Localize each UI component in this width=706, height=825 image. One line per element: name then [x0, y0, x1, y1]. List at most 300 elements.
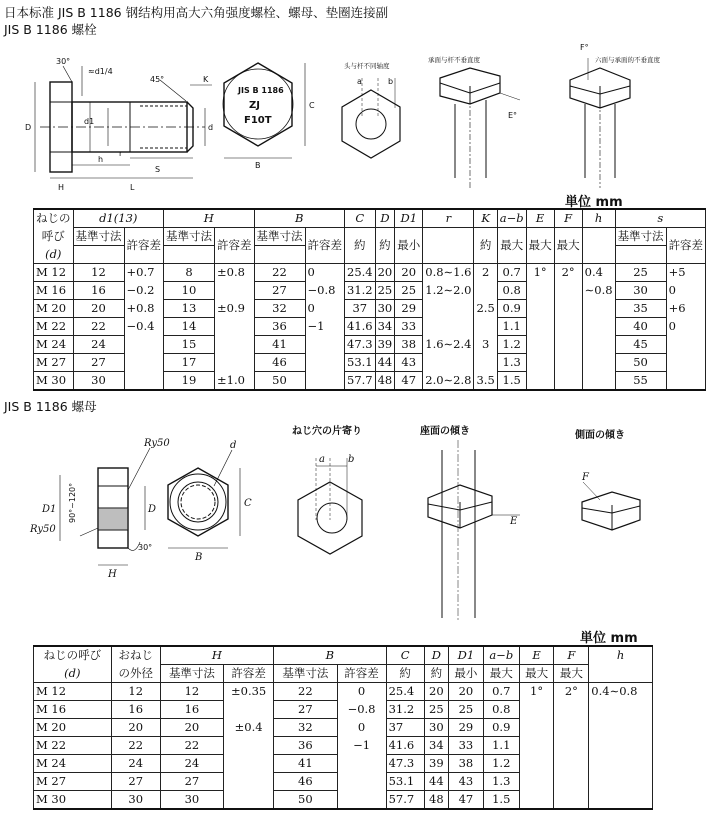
- bolt-side-note: 六面与承面的不垂直度: [595, 56, 660, 64]
- bolt-cell-r: 0.8∼1.6: [423, 264, 474, 282]
- bolt-h-max: 最大: [526, 228, 554, 264]
- bolt-cell-H-tol: ±0.9: [215, 300, 255, 318]
- bolt-cell-H: 15: [164, 336, 215, 354]
- bolt-cell-s: 55: [615, 372, 666, 391]
- bolt-h-basic: 基準寸法: [615, 228, 666, 246]
- bolt-cell-E: [526, 336, 554, 354]
- nut-label-F: F: [582, 472, 589, 483]
- bolt-cell-D: 25: [375, 282, 395, 300]
- bolt-cell-d1-tol: [124, 372, 164, 391]
- nut-h-h-blank: [589, 665, 653, 683]
- nut-cell-E: [519, 791, 554, 810]
- nut-cell-D1: 25: [449, 701, 484, 719]
- nut-h-D: D: [424, 646, 448, 665]
- nut-label-D1: D1: [42, 504, 57, 515]
- bolt-cell-h: [582, 300, 615, 318]
- bolt-h-K: K: [474, 209, 497, 228]
- bolt-cell-ab: 1.5: [497, 372, 526, 391]
- nut-seat-view: [428, 440, 520, 620]
- bolt-cell-H-tol: [215, 318, 255, 336]
- bolt-cell-D: 20: [375, 264, 395, 282]
- bolt-h-s: s: [615, 209, 706, 228]
- nut-label-30: 30°: [138, 543, 153, 552]
- bolt-cell-E: 1°: [526, 264, 554, 282]
- nut-cell-B-tol: −0.8: [337, 701, 386, 719]
- bolt-cell-name: M 20: [34, 300, 74, 318]
- nut-h-C: C: [386, 646, 424, 665]
- bolt-h-basic: 基準寸法: [164, 228, 215, 246]
- nut-top-view: [168, 450, 240, 548]
- nut-cell-H: 30: [160, 791, 223, 810]
- bolt-table-row: [34, 354, 706, 372]
- bolt-cell-H: 17: [164, 354, 215, 372]
- nut-h-approx: 約: [424, 665, 448, 683]
- nut-cell-h: [589, 719, 653, 737]
- nut-label-chamfer: 90°~120°: [68, 482, 77, 523]
- nut-cell-h: [589, 737, 653, 755]
- nut-cell-F: [554, 791, 589, 810]
- bolt-table-row: [34, 282, 706, 300]
- nut-h-D1: D1: [449, 646, 484, 665]
- bolt-h-r: r: [423, 209, 474, 228]
- nut-cell-D: 34: [424, 737, 448, 755]
- bolt-cell-K: 2: [474, 264, 497, 282]
- nut-cell-D: 25: [424, 701, 448, 719]
- nut-hole-caption: ねじ穴の片寄り: [292, 426, 362, 437]
- nut-h-E: E: [519, 646, 554, 665]
- bolt-cell-B-tol: [305, 372, 345, 391]
- bolt-cell-F: 2°: [554, 264, 582, 282]
- bolt-cell-ab: 0.7: [497, 264, 526, 282]
- bolt-cell-ab: 0.8: [497, 282, 526, 300]
- bolt-cell-F: [554, 336, 582, 354]
- bolt-cell-r: [423, 300, 474, 318]
- bolt-bearing-note: 承面与杆不垂直度: [428, 56, 480, 64]
- nut-cell-D1: 38: [449, 755, 484, 773]
- nut-cell-E: 1°: [519, 683, 554, 701]
- nut-cell-C: 57.7: [386, 791, 424, 810]
- nut-h-min: 最小: [449, 665, 484, 683]
- bolt-label-30: 30°: [56, 57, 71, 66]
- nut-cell-B-tol: −1: [337, 737, 386, 755]
- bolt-h-basic-cont: [164, 246, 215, 264]
- nut-section-title: JIS B 1186 螺母: [4, 399, 97, 414]
- bolt-cell-d1: 24: [73, 336, 124, 354]
- nut-cell-C: 31.2: [386, 701, 424, 719]
- nut-cell-D: 48: [424, 791, 448, 810]
- nut-h-tol: 許容差: [224, 665, 274, 683]
- nut-cell-H-tol: [224, 701, 274, 719]
- bolt-h-B: B: [254, 209, 345, 228]
- nut-cell-outer: 16: [111, 701, 160, 719]
- nut-cell-H-tol: ±0.4: [224, 719, 274, 737]
- nut-cell-D1: 47: [449, 791, 484, 810]
- bolt-cell-D1: 29: [395, 300, 423, 318]
- nut-table-row: [34, 737, 653, 755]
- nut-cell-name: M 20: [34, 719, 112, 737]
- nut-h-name: ねじの呼び: [34, 646, 112, 665]
- nut-table-row: [34, 755, 653, 773]
- bolt-cell-F: [554, 354, 582, 372]
- nut-label-D: D: [148, 504, 157, 515]
- nut-cell-name: M 16: [34, 701, 112, 719]
- bolt-cell-B-tol: −1: [305, 318, 345, 336]
- bolt-label-F: F°: [580, 43, 589, 52]
- bolt-h-F: F: [554, 209, 582, 228]
- bolt-table-row: [34, 264, 706, 282]
- nut-cell-h: 0.4∼0.8: [589, 683, 653, 701]
- nut-h-ab: a−b: [483, 646, 519, 665]
- bolt-cell-r: [423, 354, 474, 372]
- bolt-label-L: L: [130, 183, 135, 192]
- bolt-label-approx: ≈d1/4: [88, 67, 113, 76]
- bolt-cell-ab: 1.3: [497, 354, 526, 372]
- bolt-label-45: 45°: [150, 75, 165, 84]
- nut-label-C: C: [244, 498, 252, 509]
- bolt-cell-d1-tol: [124, 336, 164, 354]
- nut-cell-D1: 33: [449, 737, 484, 755]
- bolt-cell-ab: 0.9: [497, 300, 526, 318]
- bolt-h-basic: 基準寸法: [254, 228, 305, 246]
- bolt-cell-r: [423, 318, 474, 336]
- bolt-cell-C: 31.2: [345, 282, 376, 300]
- bolt-h-name-1: ねじの: [34, 209, 74, 228]
- nut-cell-F: 2°: [554, 683, 589, 701]
- bolt-label-k: K: [203, 75, 209, 84]
- nut-cell-outer: 12: [111, 683, 160, 701]
- bolt-cell-D1: 33: [395, 318, 423, 336]
- bolt-cell-d1: 27: [73, 354, 124, 372]
- bolt-cell-ab: 1.1: [497, 318, 526, 336]
- bolt-h-min: 最小: [395, 228, 423, 264]
- nut-cell-E: [519, 701, 554, 719]
- nut-cell-H: 27: [160, 773, 223, 791]
- bolt-cell-r: 2.0∼2.8: [423, 372, 474, 391]
- bolt-cell-s: 25: [615, 264, 666, 282]
- nut-label-H: H: [108, 569, 117, 580]
- bolt-h-tol: 許容差: [666, 228, 706, 264]
- nut-spec-table: [33, 645, 653, 810]
- bolt-cell-d1: 16: [73, 282, 124, 300]
- bolt-cell-B-tol: −0.8: [305, 282, 345, 300]
- nut-table-header-row1: [34, 646, 653, 665]
- nut-cell-B: 27: [274, 701, 337, 719]
- nut-cell-name: M 24: [34, 755, 112, 773]
- bolt-cell-D1: 43: [395, 354, 423, 372]
- bolt-cell-s-tol: +5: [666, 264, 706, 282]
- bolt-cell-H: 10: [164, 282, 215, 300]
- bolt-cell-K: 3: [474, 336, 497, 354]
- bolt-cell-K: [474, 318, 497, 336]
- nut-cell-F: [554, 773, 589, 791]
- bolt-cell-C: 53.1: [345, 354, 376, 372]
- bolt-cell-D: 44: [375, 354, 395, 372]
- bolt-h-name-3: (d): [34, 246, 74, 264]
- bolt-cell-d1: 30: [73, 372, 124, 391]
- bolt-label-r: r: [119, 149, 123, 158]
- nut-cell-h: [589, 701, 653, 719]
- nut-cell-ab: 1.3: [483, 773, 519, 791]
- nut-cell-name: M 22: [34, 737, 112, 755]
- bolt-spec-table: [33, 208, 706, 391]
- bolt-cell-E: [526, 372, 554, 391]
- nut-cell-outer: 27: [111, 773, 160, 791]
- nut-cell-C: 25.4: [386, 683, 424, 701]
- nut-cell-B: 50: [274, 791, 337, 810]
- bolt-cell-H-tol: ±0.8: [215, 264, 255, 282]
- nut-cell-F: [554, 719, 589, 737]
- bolt-cell-D: 48: [375, 372, 395, 391]
- nut-cell-H-tol: [224, 791, 274, 810]
- nut-cell-H-tol: ±0.35: [224, 683, 274, 701]
- bolt-h-basic-cont: [254, 246, 305, 264]
- nut-drawing-row: [0, 420, 669, 625]
- nut-cell-D: 20: [424, 683, 448, 701]
- bolt-cell-s-tol: 0: [666, 318, 706, 336]
- bolt-h-H: H: [164, 209, 255, 228]
- bolt-h-max: 最大: [497, 228, 526, 264]
- bolt-cell-F: [554, 300, 582, 318]
- bolt-h-tol: 許容差: [124, 228, 164, 264]
- bolt-mark-line2: ZJ: [249, 100, 260, 111]
- bolt-side-face-view: [570, 58, 630, 188]
- bolt-mark-line3: F10T: [244, 115, 272, 126]
- nut-cell-F: [554, 755, 589, 773]
- bolt-h-r-blank: [423, 228, 474, 264]
- bolt-cell-B-tol: [305, 354, 345, 372]
- nut-label-b: b: [348, 454, 355, 465]
- bolt-cell-D1: 25: [395, 282, 423, 300]
- bolt-drawing-row: [0, 38, 669, 198]
- bolt-h-approx: 約: [345, 228, 376, 264]
- nut-side-incl-view: [582, 482, 640, 530]
- nut-cell-ab: 0.8: [483, 701, 519, 719]
- bolt-h-basic-cont: [73, 246, 124, 264]
- nut-cell-B-tol: 0: [337, 719, 386, 737]
- bolt-cell-name: M 22: [34, 318, 74, 336]
- bolt-cell-d1-tol: −0.4: [124, 318, 164, 336]
- nut-cell-B: 32: [274, 719, 337, 737]
- nut-seat-caption: 座面の傾き: [420, 426, 470, 437]
- bolt-h-h: h: [582, 209, 615, 228]
- nut-cell-H: 20: [160, 719, 223, 737]
- nut-h-basic: 基準寸法: [274, 665, 337, 683]
- bolt-cell-C: 37: [345, 300, 376, 318]
- bolt-cell-E: [526, 300, 554, 318]
- bolt-side-view: [35, 66, 212, 178]
- nut-h-d: (d): [34, 665, 112, 683]
- nut-cell-h: [589, 791, 653, 810]
- nut-h-F: F: [554, 646, 589, 665]
- bolt-cell-d1-tol: +0.7: [124, 264, 164, 282]
- bolt-label-S: S: [155, 165, 161, 174]
- bolt-cell-E: [526, 282, 554, 300]
- nut-table-row: [34, 683, 653, 701]
- bolt-h-name-2: 呼び: [34, 228, 74, 246]
- nut-cell-E: [519, 719, 554, 737]
- bolt-cell-K: [474, 282, 497, 300]
- bolt-cell-d1: 22: [73, 318, 124, 336]
- bolt-cell-name: M 16: [34, 282, 74, 300]
- bolt-cell-D1: 38: [395, 336, 423, 354]
- nut-h-B: B: [274, 646, 386, 665]
- bolt-cell-D: 30: [375, 300, 395, 318]
- bolt-section-title: JIS B 1186 螺栓: [4, 22, 97, 37]
- bolt-label-B: B: [255, 161, 261, 170]
- nut-cell-B: 41: [274, 755, 337, 773]
- bolt-cell-C: 41.6: [345, 318, 376, 336]
- nut-cell-B-tol: [337, 773, 386, 791]
- bolt-h-E: E: [526, 209, 554, 228]
- bolt-hole-note: 头与杆不同轴度: [344, 62, 390, 70]
- bolt-cell-s-tol: [666, 354, 706, 372]
- nut-cell-ab: 0.7: [483, 683, 519, 701]
- bolt-cell-B: 22: [254, 264, 305, 282]
- nut-cell-D: 44: [424, 773, 448, 791]
- bolt-cell-h: [582, 372, 615, 391]
- bolt-h-basic: 基準寸法: [73, 228, 124, 246]
- bolt-cell-d1-tol: −0.2: [124, 282, 164, 300]
- bolt-cell-K: [474, 354, 497, 372]
- bolt-cell-d1-tol: +0.8: [124, 300, 164, 318]
- bolt-cell-K: 3.5: [474, 372, 497, 391]
- nut-cell-C: 53.1: [386, 773, 424, 791]
- nut-label-E: E: [510, 516, 518, 527]
- nut-h-basic: 基準寸法: [160, 665, 223, 683]
- nut-h-h: h: [589, 646, 653, 665]
- nut-cell-H-tol: [224, 755, 274, 773]
- nut-h-outer-1: おねじ: [111, 646, 160, 665]
- bolt-h-basic-cont: [615, 246, 666, 264]
- bolt-cell-name: M 30: [34, 372, 74, 391]
- bolt-h-tol: 許容差: [215, 228, 255, 264]
- bolt-cell-F: [554, 282, 582, 300]
- bolt-h-D: D: [375, 209, 395, 228]
- nut-cell-H-tol: [224, 737, 274, 755]
- nut-cell-B-tol: 0: [337, 683, 386, 701]
- bolt-label-a: a: [357, 77, 362, 86]
- nut-cell-C: 47.3: [386, 755, 424, 773]
- nut-cell-outer: 22: [111, 737, 160, 755]
- bolt-label-E: E°: [508, 111, 518, 120]
- bolt-cell-D1: 47: [395, 372, 423, 391]
- bolt-cell-D: 34: [375, 318, 395, 336]
- bolt-cell-h: [582, 354, 615, 372]
- nut-cell-B-tol: [337, 755, 386, 773]
- bolt-cell-C: 47.3: [345, 336, 376, 354]
- bolt-cell-B: 36: [254, 318, 305, 336]
- bolt-cell-d1: 12: [73, 264, 124, 282]
- nut-cell-D: 30: [424, 719, 448, 737]
- nut-cell-C: 37: [386, 719, 424, 737]
- nut-cell-H: 16: [160, 701, 223, 719]
- bolt-label-d1: d1: [84, 117, 95, 126]
- bolt-cell-H: 8: [164, 264, 215, 282]
- bolt-h-tol: 許容差: [305, 228, 345, 264]
- nut-cell-name: M 27: [34, 773, 112, 791]
- bolt-h-ab: a−b: [497, 209, 526, 228]
- nut-cell-F: [554, 737, 589, 755]
- nut-cell-ab: 1.2: [483, 755, 519, 773]
- bolt-bearing-view: [440, 68, 520, 188]
- bolt-cell-name: M 24: [34, 336, 74, 354]
- nut-cell-H-tol: [224, 773, 274, 791]
- bolt-cell-D: 39: [375, 336, 395, 354]
- nut-cell-outer: 24: [111, 755, 160, 773]
- nut-cell-D1: 29: [449, 719, 484, 737]
- bolt-mark-line1: JIS B 1186: [238, 86, 284, 95]
- bolt-label-h: h: [98, 155, 104, 164]
- bolt-table-body: [34, 264, 706, 391]
- bolt-h-approx: 約: [474, 228, 497, 264]
- bolt-cell-h: ∼0.8: [582, 282, 615, 300]
- bolt-cell-s: 40: [615, 318, 666, 336]
- bolt-cell-s-tol: 0: [666, 282, 706, 300]
- nut-h-H: H: [160, 646, 273, 665]
- nut-cell-C: 41.6: [386, 737, 424, 755]
- bolt-cell-h: [582, 318, 615, 336]
- nut-cell-D1: 43: [449, 773, 484, 791]
- nut-unit-label: 単位 mm: [580, 631, 638, 646]
- bolt-cell-s: 30: [615, 282, 666, 300]
- nut-h-max: 最大: [554, 665, 589, 683]
- nut-table-row: [34, 719, 653, 737]
- nut-cell-ab: 0.9: [483, 719, 519, 737]
- bolt-cell-F: [554, 372, 582, 391]
- nut-cell-B: 36: [274, 737, 337, 755]
- bolt-head-top-view: [223, 63, 305, 158]
- bolt-h-h-blank: [582, 228, 615, 264]
- bolt-h-d1: d1(13): [73, 209, 164, 228]
- bolt-cell-h: 0.4: [582, 264, 615, 282]
- bolt-cell-B: 27: [254, 282, 305, 300]
- bolt-cell-H-tol: [215, 282, 255, 300]
- nut-cell-outer: 30: [111, 791, 160, 810]
- bolt-cell-H: 13: [164, 300, 215, 318]
- nut-cell-F: [554, 701, 589, 719]
- bolt-cell-name: M 27: [34, 354, 74, 372]
- nut-table-row: [34, 791, 653, 810]
- bolt-cell-B-tol: [305, 336, 345, 354]
- nut-h-max: 最大: [519, 665, 554, 683]
- bolt-label-b: b: [388, 77, 394, 86]
- nut-label-B: B: [195, 552, 203, 563]
- bolt-hole-offset-view: [342, 78, 400, 158]
- bolt-cell-H-tol: [215, 354, 255, 372]
- bolt-cell-C: 25.4: [345, 264, 376, 282]
- nut-h-outer-2: の外径: [111, 665, 160, 683]
- nut-cell-B: 46: [274, 773, 337, 791]
- nut-cell-H: 12: [160, 683, 223, 701]
- bolt-cell-B-tol: 0: [305, 264, 345, 282]
- bolt-cell-B: 46: [254, 354, 305, 372]
- bolt-h-D1: D1: [395, 209, 423, 228]
- bolt-cell-B: 50: [254, 372, 305, 391]
- bolt-cell-B: 41: [254, 336, 305, 354]
- bolt-cell-r: 1.6∼2.4: [423, 336, 474, 354]
- bolt-label-D: D: [25, 123, 32, 132]
- nut-table-row: [34, 701, 653, 719]
- bolt-unit-label: 単位 mm: [565, 195, 623, 210]
- nut-cell-H: 22: [160, 737, 223, 755]
- nut-table-row: [34, 773, 653, 791]
- nut-label-ry50-top: Ry50: [144, 438, 170, 449]
- bolt-cell-s: 50: [615, 354, 666, 372]
- bolt-table-row: [34, 300, 706, 318]
- nut-label-a: a: [319, 454, 325, 465]
- bolt-table-row: [34, 372, 706, 391]
- bolt-cell-H-tol: [215, 336, 255, 354]
